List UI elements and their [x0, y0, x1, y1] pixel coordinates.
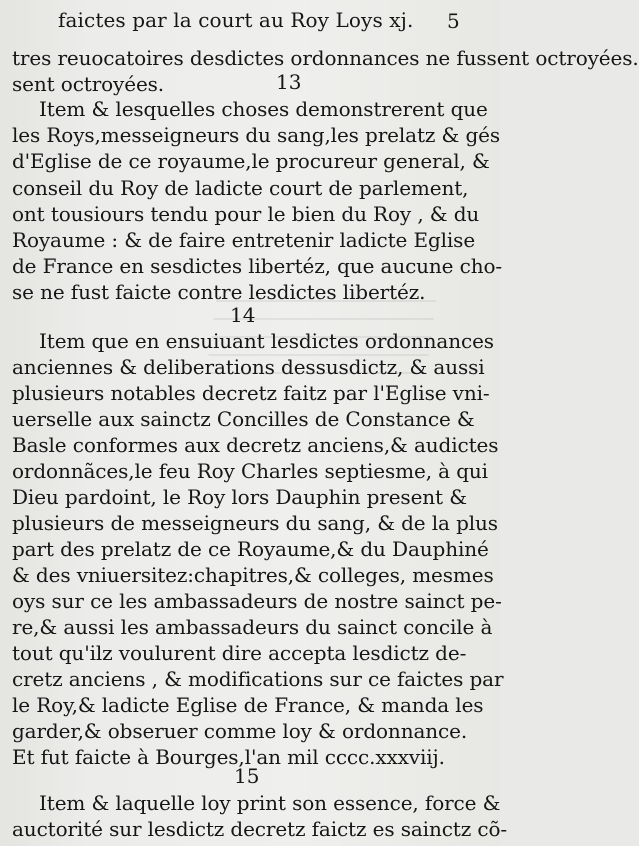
- text-line: & des vniuersitez:chapitres,& colleges, mesmes: [12, 563, 494, 587]
- text-line: les Roys,messeigneurs du sang,les prelatz & gés: [12, 123, 501, 147]
- running-head: faictes par la court au Roy Loys xj.: [58, 8, 414, 32]
- text-line: uerselle aux sainctz Concilles de Constance &: [12, 407, 475, 431]
- text-line: de France en sesdictes libertéz, que aucune cho-: [12, 254, 503, 278]
- section-number-15: 15: [234, 764, 260, 788]
- text-line: re,& aussi les ambassadeurs du sainct concile à: [12, 615, 493, 639]
- text-line: anciennes & deliberations dessusdictz, & aussi: [12, 355, 485, 379]
- text-line: tres reuocatoires desdictes ordonnances ne fussent octroyées.: [12, 46, 639, 70]
- text-line: le Roy,& ladicte Eglise de France, & manda les: [12, 693, 484, 717]
- text-line: part des prelatz de ce Royaume,& du Dauphiné: [12, 537, 489, 561]
- text-line: d'Eglise de ce royaume,le procureur general, &: [12, 149, 490, 173]
- text-line: sent octroyées.: [12, 72, 165, 96]
- text-line: ordonnãces,le feu Roy Charles septiesme, à qui: [12, 459, 488, 483]
- text-line: Item & laquelle loy print son essence, force &: [39, 791, 501, 815]
- text-line: cretz anciens , & modifications sur ce faictes par: [12, 667, 504, 691]
- text-line: Dieu pardoint, le Roy lors Dauphin present &: [12, 485, 467, 509]
- text-line: plusieurs notables decretz faitz par l'Eglise vni-: [12, 381, 490, 405]
- text-line: Basle conformes aux decretz anciens,& audictes: [12, 433, 499, 457]
- text-line: Item que en ensuiuant lesdictes ordonnances: [39, 329, 494, 353]
- section-number-14: 14: [230, 303, 256, 327]
- text-line: Et fut faicte à Bourges,l'an mil cccc.xxxviij.: [12, 745, 445, 769]
- page-number: 5: [447, 9, 460, 33]
- text-line: conseil du Roy de ladicte court de parlement,: [12, 176, 469, 200]
- text-line: plusieurs de messeigneurs du sang, & de la plus: [12, 511, 498, 535]
- text-line: tout qu'ilz voulurent dire accepta lesdictz de-: [12, 641, 467, 665]
- text-line: ont tousiours tendu pour le bien du Roy , & du: [12, 202, 480, 226]
- text-line: oys sur ce les ambassadeurs de nostre sainct pe-: [12, 589, 502, 613]
- text-line: Item & lesquelles choses demonstrerent que: [39, 97, 488, 121]
- text-line: garder,& obseruer comme loy & ordonnance.: [12, 719, 468, 743]
- text-line: se ne fust faicte contre lesdictes libertéz.: [12, 280, 426, 304]
- text-line: Royaume : & de faire entretenir ladicte Eglise: [12, 228, 476, 252]
- section-number-13: 13: [276, 70, 302, 94]
- page-header: [0, 6, 500, 34]
- text-line: auctorité sur lesdictz decretz faictz es sainctz cõ-: [12, 817, 508, 841]
